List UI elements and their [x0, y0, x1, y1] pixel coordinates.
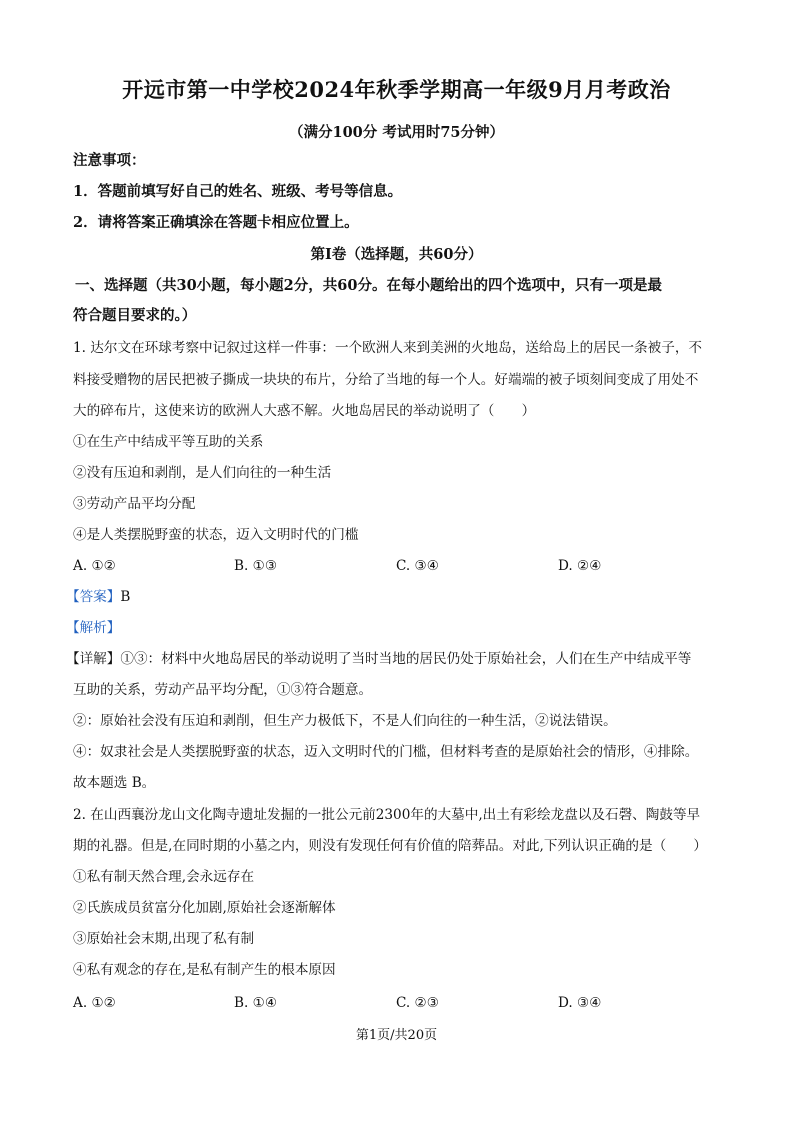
- q2-statement: ④私有观念的存在,是私有制产生的根本原因: [73, 962, 336, 978]
- q1-answer: [66, 587, 130, 607]
- analysis-tag: 【解析】: [66, 620, 121, 636]
- q1-statement: ④是人类摆脱野蛮的状态，迈入文明时代的门槛: [73, 527, 359, 543]
- question-1-stem: 1. 达尔文在环球考察中记叙过这样一件事：一个欧洲人来到美洲的火地岛，送给岛上的居民一条被子，不: [73, 340, 703, 356]
- q1-option-c: C. ③④: [396, 558, 439, 574]
- q2-option-b: B. ①④: [234, 995, 278, 1011]
- part-heading: 符合题目要求的。）: [73, 307, 197, 324]
- question-2-stem: 期的礼器。但是,在同时期的小墓之内，则没有发现任何有价值的陪葬品。对此,下列认识正确的是（ ）: [73, 838, 707, 854]
- q2-statement: ③原始社会末期,出现了私有制: [73, 931, 255, 947]
- q2-option-c: C. ②③: [396, 995, 439, 1011]
- explanation-line: 互助的关系，劳动产品平均分配，①③符合题意。: [73, 682, 373, 698]
- notice-item: 1．答题前填写好自己的姓名、班级、考号等信息。: [73, 183, 403, 200]
- q2-option-d: D. ③④: [558, 995, 602, 1011]
- exam-subtitle: （满分100分 考试用时75分钟）: [289, 124, 504, 141]
- page-number: 第1页/共20页: [355, 1028, 438, 1043]
- explanation-line: ④：奴隶社会是人类摆脱野蛮的状态，迈入文明时代的门槛，但材料考查的是原始社会的情形，④排除。: [73, 744, 699, 760]
- notice-item: 2．请将答案正确填涂在答题卡相应位置上。: [73, 214, 359, 231]
- q1-statement: ③劳动产品平均分配: [73, 496, 196, 512]
- section-title: 第Ⅰ卷（选择题，共60分）: [310, 246, 483, 263]
- q1-option-a: A. ①②: [73, 558, 116, 574]
- answer-value: B: [120, 589, 131, 605]
- question-1-stem: 大的碎布片，这使来访的欧洲人大惑不解。火地岛居民的举动说明了（ ）: [73, 403, 536, 419]
- q2-statement: ①私有制天然合理,会永远存在: [73, 869, 255, 885]
- q2-option-a: A. ①②: [73, 995, 116, 1011]
- question-2-stem: 2. 在山西襄汾龙山文化陶寺遗址发掘的一批公元前2300年的大墓中,出土有彩绘龙盘以及石磬、陶鼓等早: [73, 807, 701, 823]
- notice-heading: 注意事项：: [73, 152, 146, 169]
- q1-statement: ①在生产中结成平等互助的关系: [73, 434, 264, 450]
- answer-tag: 【答案】: [66, 589, 121, 605]
- detail-tag: 【详解】: [66, 651, 121, 667]
- q1-statement: ②没有压迫和剥削，是人们向往的一种生活: [73, 465, 332, 481]
- q1-explanation: [66, 649, 691, 669]
- part-heading: 一、选择题（共30小题，每小题2分，共60分。在每小题给出的四个选项中，只有一项是最: [75, 277, 662, 294]
- explanation-line: ②：原始社会没有压迫和剥削，但生产力极低下，不是人们向往的一种生活，②说法错误。: [73, 713, 617, 729]
- question-1-stem: 料接受赠物的居民把被子撕成一块块的布片，分给了当地的每一个人。好端端的被子顷刻间变成了用处不: [73, 372, 699, 388]
- explanation-text: ①③：材料中火地岛居民的举动说明了当时当地的居民仍处于原始社会，人们在生产中结成平等: [120, 651, 692, 667]
- q1-option-b: B. ①③: [234, 558, 278, 574]
- explanation-line: 故本题选 B。: [73, 775, 156, 791]
- q1-option-d: D. ②④: [558, 558, 602, 574]
- exam-title: 开远市第一中学校2024年秋季学期高一年级9月月考政治: [122, 77, 671, 102]
- q2-statement: ②氏族成员贫富分化加剧,原始社会逐渐解体: [73, 900, 336, 916]
